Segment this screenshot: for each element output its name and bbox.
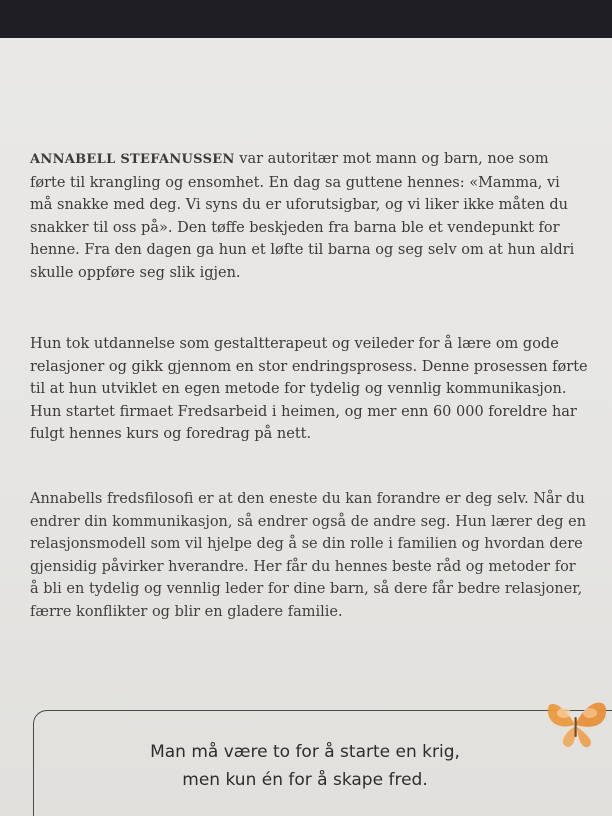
paragraph-3-line-4: gjensidig påvirker hverandre. Her får du hennes beste råd og metoder for <box>30 558 576 575</box>
paragraph-1-line-5: henne. Fra den dagen ga hun et løfte til barna og seg selv om at hun aldri <box>30 242 575 259</box>
paragraph-1-line-6: skulle oppføre seg slik igjen. <box>30 264 241 281</box>
quote-line-1: Man må være to for å starte en krig, <box>150 742 460 762</box>
paragraph-3-line-5: å bli en tydelig og vennlig leder for dine barn, så dere får bedre relasjoner, <box>30 581 583 598</box>
paragraph-2 <box>30 333 604 446</box>
paragraph-2-line-4: Hun startet firmaet Fredsarbeid i heimen, og mer enn 60 000 foreldre har <box>30 403 577 420</box>
paragraph-2-line-5: fulgt hennes kurs og foredrag på nett. <box>30 426 312 443</box>
paragraph-1-line-4: snakker til oss på». Den tøffe beskjeden fra barna ble et vendepunkt for <box>30 219 560 236</box>
quote-line-2: men kun én for å skape fred. <box>182 770 428 790</box>
paragraph-2-line-2: relasjoner og gikk gjennom en stor endringsprosess. Denne prosessen førte <box>30 358 588 375</box>
book-back-cover <box>0 38 612 816</box>
butterfly-icon <box>540 683 612 753</box>
author-name: ANNABELL STEFANUSSEN <box>30 152 235 167</box>
paragraph-1 <box>30 148 604 285</box>
paragraph-2-line-1: Hun tok utdannelse som gestaltterapeut og veileder for å lære om gode <box>30 336 559 352</box>
paragraph-1-line-3: må snakke med deg. Vi syns du er uforutsigbar, og vi liker ikke måten du <box>30 197 569 214</box>
quote <box>95 738 515 794</box>
paragraph-1-line-2: førte til krangling og ensomhet. En dag sa guttene hennes: «Mamma, vi <box>30 174 560 191</box>
paragraph-3 <box>30 488 604 624</box>
paragraph-3-line-3: relasjonsmodell som vil hjelpe deg å se din rolle i familien og hvordan dere <box>30 536 583 553</box>
paragraph-3-line-2: endrer din kommunikasjon, så endrer også de andre seg. Hun lærer deg en <box>30 513 587 530</box>
paragraph-3-line-6: færre konflikter og blir en gladere familie. <box>30 603 343 620</box>
paragraph-2-line-3: til at hun utviklet en egen metode for tydelig og vennlig kommunikasjon. <box>30 381 567 398</box>
paragraph-1-line-1: ANNABELL STEFANUSSEN var autoritær mot mann og barn, noe som <box>30 151 549 167</box>
paragraph-3-line-1: Annabells fredsfilosofi er at den eneste du kan forandre er deg selv. Når du <box>30 491 585 507</box>
